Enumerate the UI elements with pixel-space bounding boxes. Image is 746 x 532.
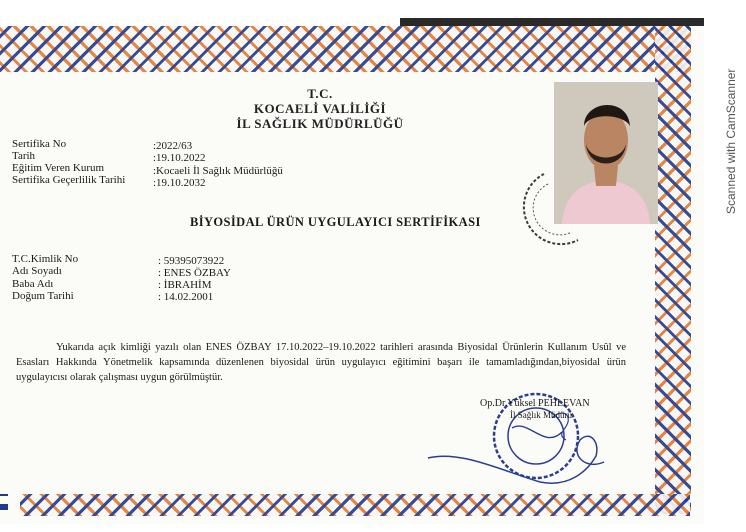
person-value: : ENES ÖZBAY [158,267,231,279]
header-country: T.C. [307,86,333,101]
person-value: : 14.02.2001 [158,291,214,303]
header-directorate: İL SAĞLIK MÜDÜRLÜĞÜ [236,116,404,131]
certificate-title: BİYOSİDAL ÜRÜN UYGULAYICI SERTİFİKASI [190,215,481,229]
meta-value: :19.10.2022 [153,152,206,164]
header-governorship: KOCAELİ VALİLİĞİ [253,101,387,116]
person-label: Adı Soyadı [12,265,62,277]
decorative-border-top [0,26,690,72]
meta-value: :2022/63 [153,140,193,152]
person-value: : İBRAHİM [158,279,212,291]
meta-label: Tarih [12,150,36,162]
meta-label: Eğitim Veren Kurum [12,162,105,174]
person-label: T.C.Kimlik No [12,253,79,265]
scan-edge [400,18,704,26]
meta-value: :19.10.2032 [153,177,206,189]
meta-label: Sertifika No [12,138,67,150]
scanner-watermark [722,40,738,220]
scanner-text: Scanned with CamScanner [724,68,738,214]
person-value: : 59395073922 [158,255,225,267]
certificate-statement: Yukarıda açık kimliği yazılı olan ENES ÖZBAY 17.10.2022–19.10.2022 tarihleri arasında Biyosidal Ürünlerin Kullanım Usûl ve Esasları Hakkında Yönetmelik kapsamında düzenlenen biyosidal ürün uygulayıcı eğitimini başarı ile tamamladığından,biyosidal ürün uygulayıcısı olarak çalışması uygun görülmüştür. [16,342,626,383]
photo-stamp [514,170,584,250]
person-label: Baba Adı [12,278,54,290]
meta-value: :Kocaeli İl Sağlık Müdürlüğü [153,165,283,177]
decorative-border-right [655,26,691,514]
signatory-name: Op.Dr.Yüksel PEHLEVAN [480,398,590,409]
person-label: Doğum Tarihi [12,290,74,302]
decorative-border-bottom [20,494,690,516]
meta-label: Sertifika Geçerlilik Tarihi [12,174,126,186]
signatory-role: İl Sağlık Müdürü [510,410,572,420]
